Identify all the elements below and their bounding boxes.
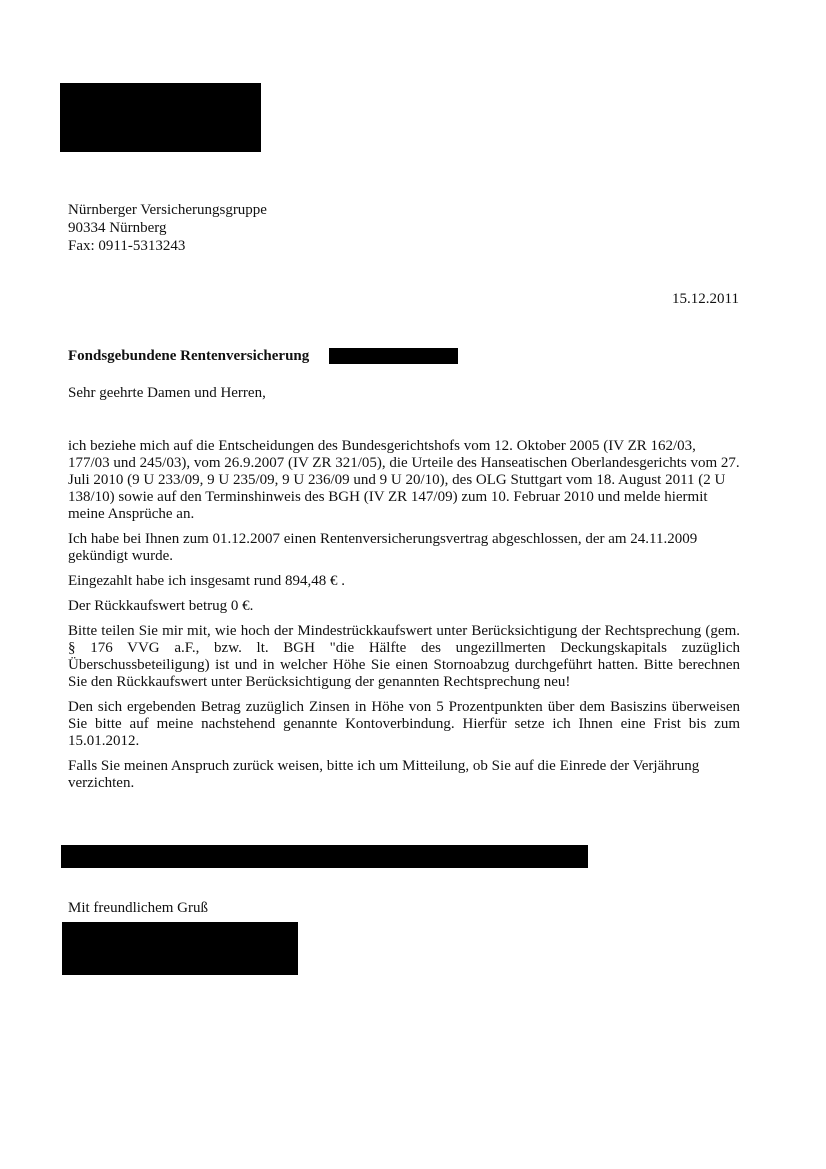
paragraph-request: Bitte teilen Sie mir mit, wie hoch der Mindestrückkaufswert unter Berücksichtigung der Rechtsprechung (gem. § 176 VVG a.F., bzw. lt. BGH "die Hälfte des ungezillmerten Deckungskapitals zuzüglich Überschussbeteiligung) ist und in welcher Höhe Sie einen Stornoabzug durchgeführt hatten. Bitte berechnen Sie den Rückkaufswert unter Berücksichtigung der genannten Rechtsprechung neu! — [68, 623, 740, 690]
salutation: Sehr geehrte Damen und Herren, — [68, 385, 266, 401]
paragraph-payment: Den sich ergebenden Betrag zuzüglich Zinsen in Höhe von 5 Prozentpunkten über dem Basiszins überweisen Sie bitte auf meine nachstehend genannte Kontoverbindung. Hierfür setze ich Ihnen eine Frist bis zum 15.01.2012. — [68, 699, 740, 749]
paragraph-references: ich beziehe mich auf die Entscheidungen des Bundesgerichtshofs vom 12. Oktober 2005 (IV ZR 162/03, 177/03 und 245/03), vom 26.9.2007 (IV ZR 321/05), die Urteile des Hanseatischen Oberlandesgerichts vom 27. Juli 2010 (9 U 233/09, 9 U 235/09, 9 U 236/09 und 9 U 20/10), des OLG Stuttgart vom 18. August 2011 (2 U 138/10) sowie auf den Terminshinweis des BGH (IV ZR 147/09) zum 10. Februar 2010 und melde hiermit meine Ansprüche an. — [68, 438, 740, 522]
closing-greeting: Mit freundlichem Gruß — [68, 900, 208, 916]
recipient-fax: Fax: 0911-5313243 — [68, 238, 186, 254]
paragraph-contract: Ich habe bei Ihnen zum 01.12.2007 einen Rentenversicherungsvertrag abgeschlossen, der am 24.11.2009 gekündigt wurde. — [68, 531, 698, 564]
redacted-signature — [62, 922, 298, 975]
recipient-company: Nürnberger Versicherungsgruppe — [68, 202, 267, 218]
letter-subject: Fondsgebundene Rentenversicherung — [68, 348, 310, 364]
paragraph-paid-in: Eingezahlt habe ich insgesamt rund 894,48 € . — [68, 573, 346, 589]
recipient-city: 90334 Nürnberg — [68, 220, 167, 236]
redacted-sender-block — [60, 83, 261, 152]
letter-body — [68, 438, 740, 800]
letter-date: 15.12.2011 — [672, 291, 739, 307]
recipient-address — [68, 201, 267, 255]
paragraph-limitation: Falls Sie meinen Anspruch zurück weisen, bitte ich um Mitteilung, ob Sie auf die Einrede der Verjährung verzichten. — [68, 758, 700, 791]
redacted-contract-number — [329, 348, 458, 364]
paragraph-surrender-value: Der Rückkaufswert betrug 0 €. — [68, 598, 254, 614]
redacted-bank-details — [61, 845, 588, 868]
